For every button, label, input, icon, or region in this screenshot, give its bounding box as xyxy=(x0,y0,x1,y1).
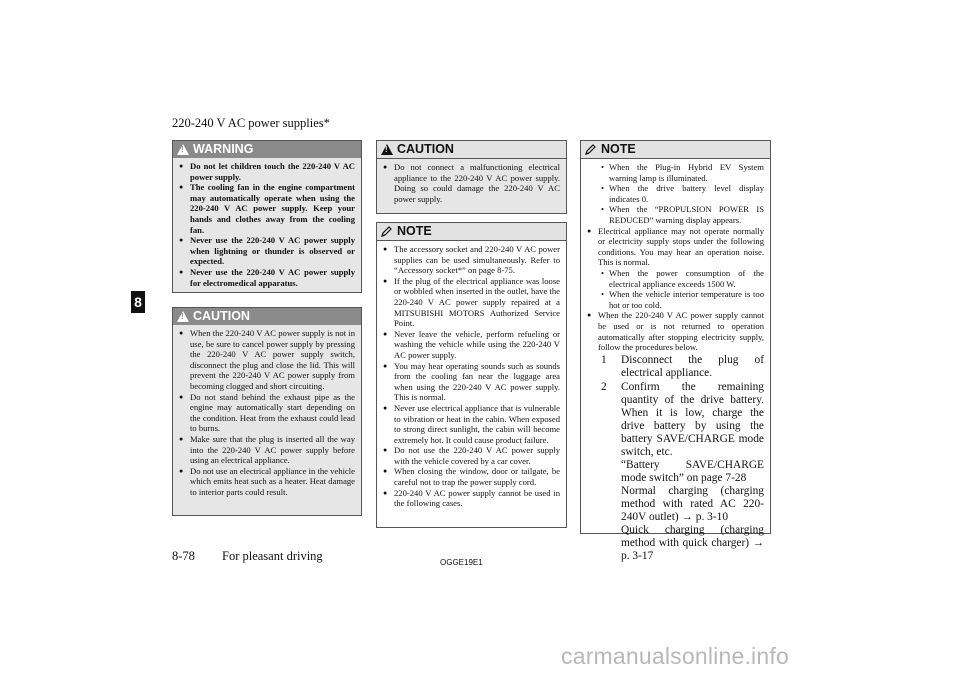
caution-title: CAUTION xyxy=(397,142,454,157)
page-header: 220-240 V AC power supplies* xyxy=(172,116,330,130)
bullet-icon: ● xyxy=(179,267,184,276)
sub-list-item: • When the Plug-in Hybrid EV System warning lamp is illuminated. xyxy=(601,162,764,183)
list-item: ● If the plug of the electrical appliance was loose or wobbled when inserted in the outlet, have the 220-240 V AC power supply repaired at a MITSUBISHI MOTORS Authorized Service Point. xyxy=(383,275,560,329)
warning-title: WARNING xyxy=(193,142,254,157)
caution-box-left xyxy=(172,307,362,516)
bullet-icon: ● xyxy=(179,434,184,443)
note-title: NOTE xyxy=(601,142,636,157)
page-number: 8-78 xyxy=(172,549,195,563)
list-item: ● The cooling fan in the engine compartment may automatically operate when using the 220-240 V AC power supply. Keep your hands and clothes away from the cooling fan. xyxy=(179,182,355,235)
dot-icon: • xyxy=(601,204,605,215)
bullet-icon: ● xyxy=(383,467,388,476)
note-title: NOTE xyxy=(397,224,432,239)
caution-box-mid xyxy=(376,140,567,214)
sub-list-item: • When the power consumption of the electrical appliance exceeds 1500 W. xyxy=(601,267,764,289)
procedure-step: 1 Disconnect the plug of electrical appliance. xyxy=(601,353,764,379)
list-item: ● Never leave the vehicle, perform refueling or washing the vehicle while using the 220-240 V AC power supply. xyxy=(383,328,560,360)
bullet-icon: ● xyxy=(179,236,184,245)
note-header xyxy=(581,141,770,159)
caution-triangle-icon xyxy=(177,311,189,322)
bullet-icon: ● xyxy=(383,245,388,253)
list-item: ● Do not connect a malfunctioning electrical appliance to the 220-240 V AC power supply. Doing so could damage the 220-240 V AC power supply. xyxy=(383,162,560,204)
dot-icon: • xyxy=(601,183,605,194)
sub-list-item: • When the “PROPULSION POWER IS REDUCED” warning display appears. xyxy=(601,204,764,225)
warning-triangle-icon xyxy=(177,144,189,155)
warning-header xyxy=(173,141,361,158)
bullet-icon: ● xyxy=(179,162,184,170)
list-item: ● Make sure that the plug is inserted all the way into the 220-240 V AC power supply before using an electrical appliance. xyxy=(179,433,355,466)
section-title: For pleasant driving xyxy=(222,549,323,563)
bullet-icon: ● xyxy=(383,276,388,285)
bullet-icon: ● xyxy=(587,226,592,235)
list-item: ● Do not let children touch the 220-240 V AC power supply. xyxy=(179,161,355,182)
bullet-icon: ● xyxy=(383,329,388,338)
caution-header xyxy=(377,141,566,159)
bullet-icon: ● xyxy=(179,183,184,192)
list-item: ● Electrical appliance may not operate normally or electricity supply stops under the following conditions. You may hear an operation noise. This is normal. xyxy=(587,225,764,268)
warning-box xyxy=(172,140,362,293)
note-box-right xyxy=(580,140,771,562)
list-item: ● 220-240 V AC power supply cannot be used in the following cases. xyxy=(383,487,560,509)
list-item: ● Do not use the 220-240 V AC power supply with the vehicle covered by a car cover. xyxy=(383,445,560,466)
bullet-icon: ● xyxy=(179,466,184,475)
dot-icon: • xyxy=(601,162,605,172)
note-pencil-icon xyxy=(585,144,597,155)
bullet-icon: ● xyxy=(383,163,388,171)
document-code: OGGE19E1 xyxy=(440,558,483,567)
sub-list-item: • When the vehicle interior temperature is too hot or too cold. xyxy=(601,289,764,310)
list-item: ● Never use the 220-240 V AC power supply when lightning or thunder is observed or expected. xyxy=(179,235,355,267)
list-item: ● Never use the 220-240 V AC power supply for electromedical apparatus. xyxy=(179,266,355,288)
list-item: ● Do not stand behind the exhaust pipe as the engine may automatically start depending on the condition. Heat from the exhaust could lead to burns. xyxy=(179,391,355,434)
bullet-icon: ● xyxy=(179,392,184,401)
caution-title: CAUTION xyxy=(193,309,250,324)
note-box-mid xyxy=(376,222,567,528)
caution-header xyxy=(173,308,361,325)
list-item: ● When the 220-240 V AC power supply cannot be used or is not returned to operation automatically after stopping electricity supply, follow the procedures below. xyxy=(587,310,764,353)
list-item: ● You may hear operating sounds such as sounds from the cooling fan near the luggage area when using the 220-240 V AC power supply. This is normal. xyxy=(383,360,560,403)
reference-line: Quick charging (charging method with quick charger) → p. 3-17 xyxy=(621,523,764,562)
reference-line: Normal charging (charging method with rated AC 220-240V outlet) → p. 3-10 xyxy=(621,484,764,523)
watermark: carmanualsonline.info xyxy=(561,643,789,669)
sub-list-item: • When the drive battery level display indicates 0. xyxy=(601,183,764,204)
dot-icon: • xyxy=(601,289,605,300)
bullet-icon: ● xyxy=(587,311,592,320)
bullet-icon: ● xyxy=(383,361,388,370)
note-header xyxy=(377,223,566,241)
list-item: ● Do not use an electrical appliance in the vehicle which emits heat such as a heater. Heat damage to interior parts could result. xyxy=(179,465,355,497)
chapter-tab: 8 xyxy=(131,291,145,313)
caution-triangle-icon xyxy=(381,144,393,155)
bullet-icon: ● xyxy=(179,329,184,337)
bullet-icon: ● xyxy=(383,403,388,412)
procedure-step: 2 Confirm the remaining quantity of the drive battery. When it is low, charge the drive battery by using the battery SAVE/CHARGE mode switch, etc. xyxy=(601,380,764,458)
list-item: ● Never use electrical appliance that is vulnerable to vibration or heat in the cabin. When exposed to strong direct sunlight, the cabin will become extremely hot. It could cause product failure. xyxy=(383,402,560,445)
reference-line: “Battery SAVE/CHARGE mode switch” on page 7-28 xyxy=(621,458,764,484)
list-item: ● When the 220-240 V AC power supply is not in use, be sure to cancel power supply by pressing the 220-240 V AC power supply switch, disconnect the plug and close the lid. This will prevent the 220-240 V AC power supply from becoming clogged and short circuiting. xyxy=(179,328,355,391)
list-item: ● When closing the window, door or tailgate, be careful not to trap the power supply cord. xyxy=(383,466,560,488)
note-pencil-icon xyxy=(381,226,393,237)
bullet-icon: ● xyxy=(383,446,388,455)
list-item: ● The accessory socket and 220-240 V AC power supplies can be used simultaneously. Refer to “Accessory socket*” on page 8-75. xyxy=(383,244,560,276)
dot-icon: • xyxy=(601,267,605,278)
bullet-icon: ● xyxy=(383,488,388,497)
